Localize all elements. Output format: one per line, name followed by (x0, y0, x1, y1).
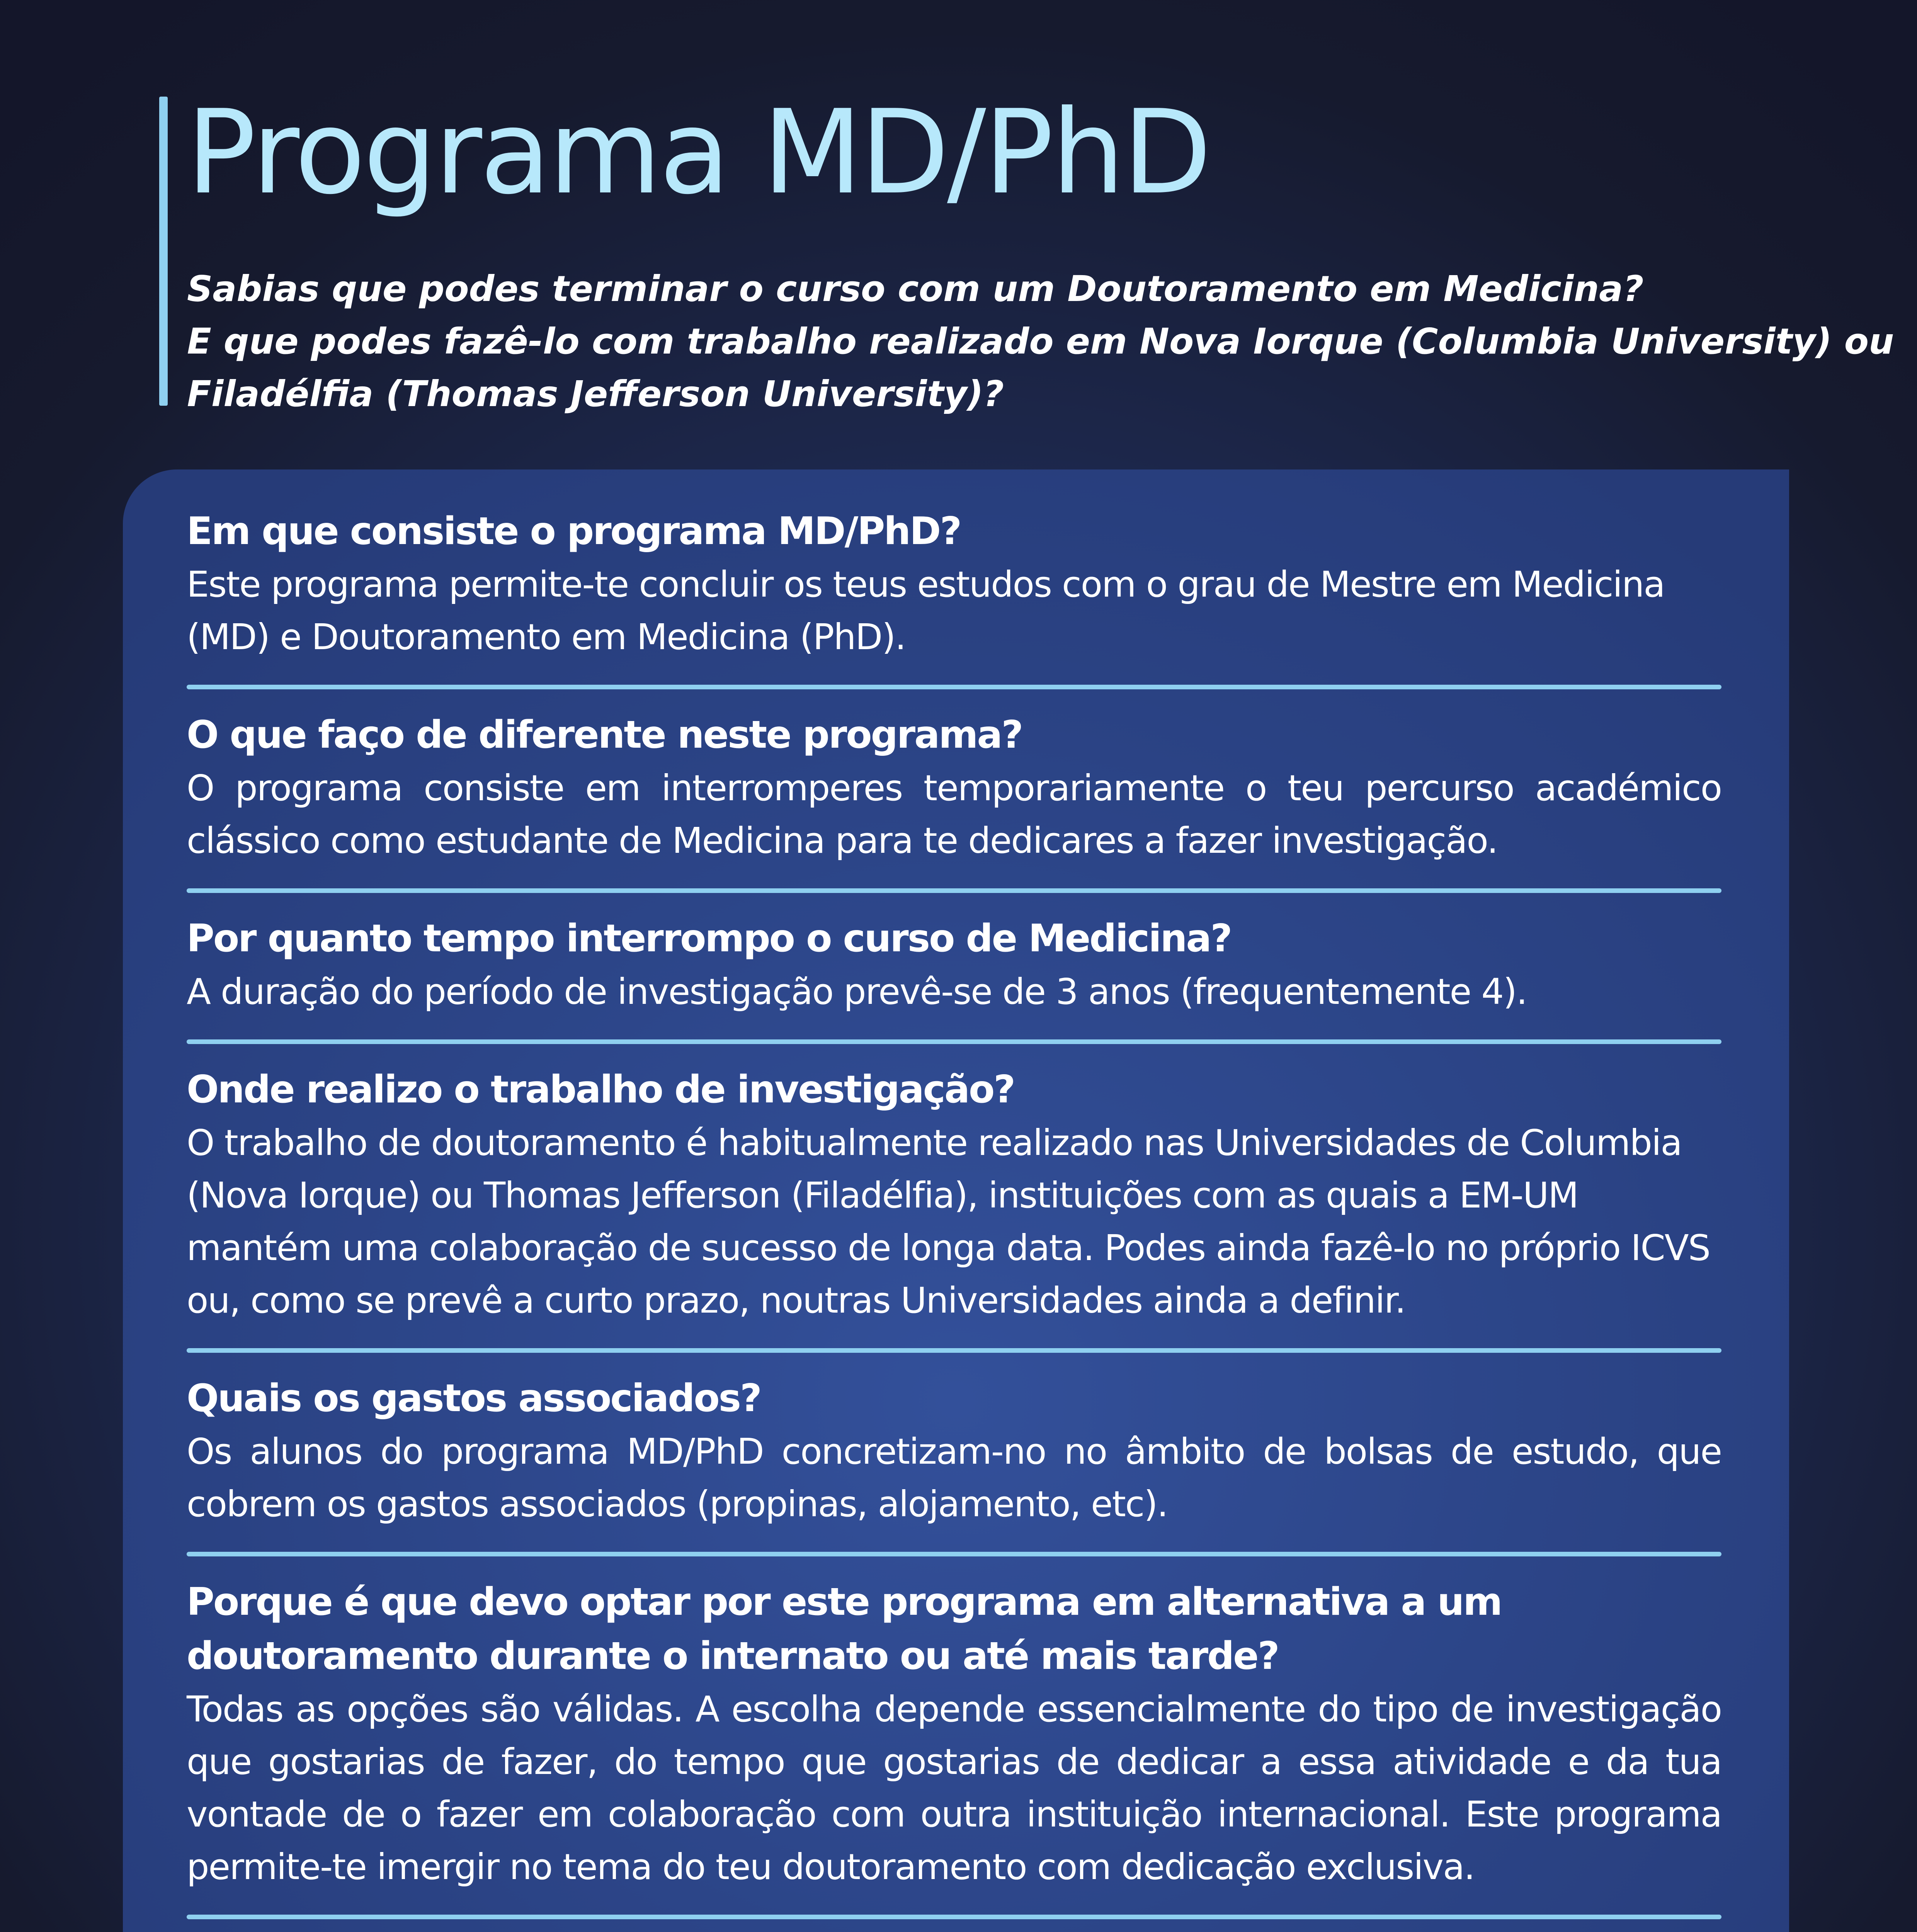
faq-answer: O programa consiste em interromperes temporariamente o teu percurso académico clássico como estudante de Medicina para te dedicares a fazer investigação. (187, 767, 1721, 861)
subtitle-line: Sabias que podes terminar o curso com um Doutoramento em Medicina? (187, 268, 1644, 310)
section-divider (187, 1915, 1721, 1919)
faq-answer: A duração do período de investigação prevê-se de 3 anos (frequentemente 4). (187, 971, 1527, 1012)
section-divider (187, 685, 1721, 689)
faq-question: Por quanto tempo interrompo o curso de Medicina? (187, 917, 1232, 961)
faq-item (187, 1371, 1721, 1531)
page-subtitle (187, 263, 1894, 420)
header-accent-bar (159, 97, 168, 406)
faq-panel (123, 469, 1789, 1932)
faq-item (187, 708, 1721, 867)
faq-item (187, 912, 1721, 1018)
faq-question: Em que consiste o programa MD/PhD? (187, 509, 961, 553)
faq-answer: Os alunos do programa MD/PhD concretizam-no no âmbito de bolsas de estudo, que cobrem os gastos associados (propinas, alojamento, etc). (187, 1431, 1721, 1525)
faq-question: O que faço de diferente neste programa? (187, 713, 1022, 757)
page-title: Programa MD/PhD (186, 85, 1209, 220)
faq-item (187, 1063, 1721, 1327)
faq-item (187, 1575, 1721, 1893)
section-divider (187, 1348, 1721, 1353)
faq-question: Porque é que devo optar por este programa em alternativa a um doutoramento durante o internato ou até mais tarde? (187, 1580, 1502, 1678)
faq-answer: Este programa permite-te concluir os teus estudos com o grau de Mestre em Medicina (MD) e Doutoramento em Medicina (PhD). (187, 564, 1665, 658)
faq-question: Onde realizo o trabalho de investigação? (187, 1068, 1015, 1112)
faq-answer: O trabalho de doutoramento é habitualmente realizado nas Universidades de Columbia (Nova Iorque) ou Thomas Jefferson (Filadélfia), instituições com as quais a EM-UM mantém uma colaboração de sucesso de longa data. Podes ainda fazê-lo no próprio ICVS ou, como se prevê a curto prazo, noutras Universidades ainda a definir. (187, 1122, 1710, 1321)
faq-question: Quais os gastos associados? (187, 1376, 761, 1420)
faq-answer: Todas as opções são válidas. A escolha depende essencialmente do tipo de investigação que gostarias de fazer, do tempo que gostarias de dedicar a essa atividade e da tua vontade de o fazer em colaboração com outra instituição internacional. Este programa permite-te imergir no tema do teu doutoramento com dedicação exclusiva. (187, 1689, 1721, 1888)
section-divider (187, 1039, 1721, 1044)
section-divider (187, 1552, 1721, 1556)
section-divider (187, 888, 1721, 893)
subtitle-line: Filadélfia (Thomas Jefferson University)? (187, 373, 1004, 415)
subtitle-line: E que podes fazê-lo com trabalho realizado em Nova Iorque (Columbia University) ou (187, 321, 1894, 362)
faq-item (187, 504, 1721, 663)
